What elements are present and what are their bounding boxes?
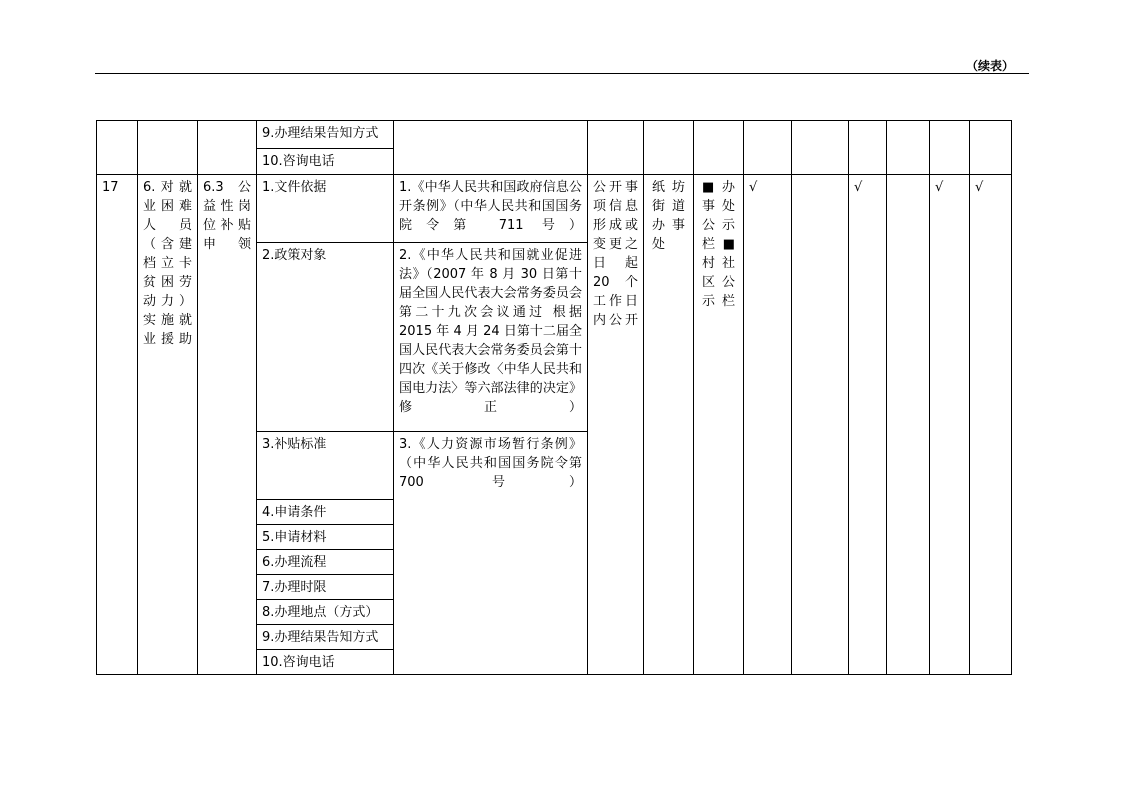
table-row [97, 121, 1012, 149]
item-label: 10.咨询电话 [257, 650, 394, 675]
item-label: 6.办理流程 [257, 550, 394, 575]
header-rule [95, 73, 1029, 74]
check-mark [887, 175, 930, 675]
disclosure-table [96, 120, 1012, 675]
item-label: 2.政策对象 [257, 243, 394, 432]
basis-cell: 3.《人力资源市场暂行条例》（中华人民共和国国务院令第 700 号） [394, 432, 588, 675]
row-number: 17 [97, 175, 138, 675]
item-label: 3.补贴标准 [257, 432, 394, 500]
check-mark: √ [849, 175, 887, 675]
category-cell: 6.对就业困难人员（含建档立卡贫困劳动力）实施就业援助 [138, 175, 198, 675]
sub-item-cell: 6.3 公益性岗位补贴申领 [198, 175, 257, 675]
item-label: 7.办理时限 [257, 575, 394, 600]
check-mark: √ [930, 175, 970, 675]
channel-cell: ■办事处公示栏■村社区公示栏 [694, 175, 744, 675]
item-label: 5.申请材料 [257, 525, 394, 550]
continued-label: （续表） [965, 59, 1014, 73]
item-label: 4.申请条件 [257, 500, 394, 525]
item-label: 9.办理结果告知方式 [257, 625, 394, 650]
check-mark: √ [744, 175, 792, 675]
item-label: 9.办理结果告知方式 [257, 121, 394, 149]
basis-cell: 2.《中华人民共和国就业促进法》（2007 年 8 月 30 日第十届全国人民代表大会常务委员会第二十九次会议通过 根据 2015 年 4 月 24 日第十二届全国人民代表大会常务委员会第十四次《关于修改〈中华人民共和国电力法〉等六部法律的决定》修正） [394, 243, 588, 432]
subject-cell: 纸坊街道办事处 [644, 175, 694, 675]
table-row [97, 175, 1012, 243]
item-label: 8.办理地点（方式） [257, 600, 394, 625]
basis-cell: 1.《中华人民共和国政府信息公开条例》（中华人民共和国国务院令第 711 号） [394, 175, 588, 243]
item-label: 10.咨询电话 [257, 149, 394, 175]
check-mark [792, 175, 849, 675]
time-limit-cell: 公开事项信息形成或变更之日起 20 个工作日内公开 [588, 175, 644, 675]
item-label: 1.文件依据 [257, 175, 394, 243]
check-mark: √ [970, 175, 1012, 675]
